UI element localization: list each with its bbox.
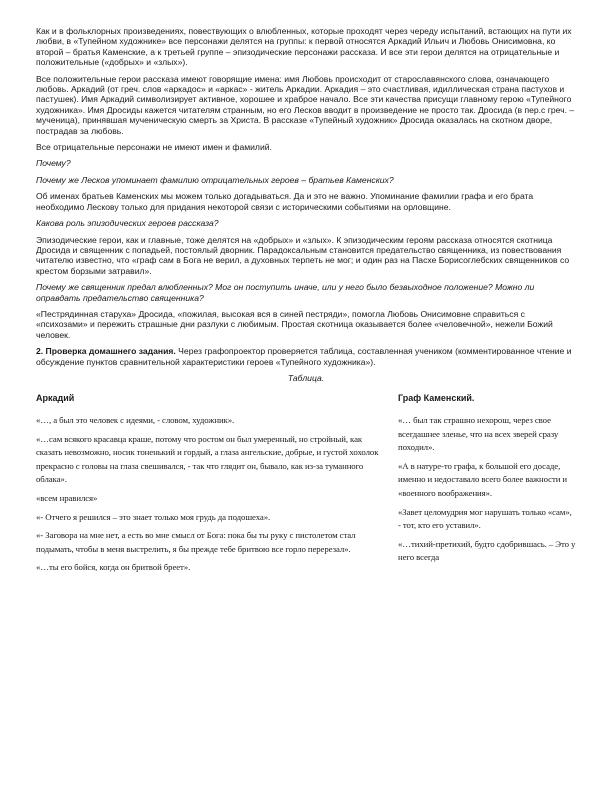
- arkadiy-quote: «…сам всякого красавца краше, потому что ростом он был умеренный, но стройный, как сказать невозможно, носик тоненький и гордый, а глаза ангельские, добрые, и густой хохолок прекрасно с головы на глаза свешивался, - так что глядит он, бывало, как из-за туманного облака».: [36, 433, 379, 485]
- table-caption: Таблица.: [287, 372, 325, 383]
- arkadiy-quote: «- Заговора на мне нет, а есть во мне смысл от Бога: пока бы ты руку с пистолетом стал подымать, чтобы в меня выстрелить, я бы прежде тебе бритвою все горло перерезал».: [36, 530, 356, 554]
- arkadiy-column: [36, 393, 380, 580]
- count-quote: «…тихий-претихий, будто сдобрившась. – Это у него всегда: [398, 538, 576, 563]
- negative-characters-paragraph: Все отрицательные персонажи не имеют имен и фамилий.: [36, 142, 272, 153]
- count-kamensky-header: Граф Каменский.: [398, 392, 475, 403]
- count-quote: «А в натуре-то графа, к большой его досаде, именно и недоставало всего более важности и «военного воображения».: [398, 460, 568, 498]
- arkadiy-quote: «- Отчего я решился – это знает только моя грудь да подошеха».: [36, 511, 271, 522]
- intro-paragraph: Как и в фольклорных произведениях, повествующих о влюбленных, которые проходят через череду испытаний, встающих на пути их любви, в «Тупейном художнике» все персонажи делятся на группы: к первой относятся Аркадий Ильич и Любовь Онисимовна, ко второй – братья Каменские, а к третьей группе – эпизодические персонажи рассказа. И все эти герои делятся на отрицательные и положительные («добрых» и «злых»).: [36, 26, 572, 68]
- names-paragraph: Все положительные герои рассказа имеют говорящие имена: имя Любовь происходит от старославянского слова, означающего любовь. Аркадий (от греч. слов «аркадос» и «аркас» - житель Аркадии. Аркадия – это счастливая, идиллическая страна пастухов и пастушек). Имя Аркадий символизирует активное, хорошее и храброе начало. Все эти качества присущи главному герою «Тупейного художника». Имя Дросиды кажется читателям странным, но его Лесков вводит в произведение не просто так. Дросида (в пер.с греч. – мученица), принявшая мученическую смерть за Христа. В рассказе «Тупейный художник» Дросида оказалась на скотном дворе, пострадав за любовь.: [36, 73, 575, 136]
- count-kamensky-column: [398, 393, 576, 570]
- kamensky-answer-paragraph: Об именах братьев Каменских мы можем только догадываться. Да и это не важно. Упоминание фамилии графа и его брата необходимо Лескову только для придания некоторой связи с историческими событиями на орловщине.: [36, 191, 534, 212]
- count-quote: «Завет целомудрия мог нарушать только «сам», - тот, кто его уставил».: [398, 506, 572, 531]
- arkadiy-header: Аркадий: [36, 392, 75, 403]
- episodic-paragraph: Эпизодические герои, как и главные, тоже делятся на «добрых» и «злых». К эпизодическим героям рассказа относятся скотница Дросида и священник с попадьей, постоялый дворник. Парадоксальным становится предательство священника, из повествования читателю известно, что «граф сам в Бога не верил, а духовных терпеть не мог; и один раз на Пасхе Борисоглебских священников со крестом борзыми затравил».: [36, 234, 570, 276]
- drosida-paragraph: «Пестрядинная старуха» Дросида, «пожилая, высокая вся в синей пестряди», помогла Любовь Онисимовне справиться с «психозами» и пережить страшные дни разлуки с любимым. Простая скотница оказывается более «человечной», нежели Божий человек.: [36, 308, 553, 340]
- question-kamensky: Почему же Лесков упоминает фамилию отрицательных героев – братьев Каменских?: [36, 174, 394, 185]
- arkadiy-quote: «…, а был это человек с идеями, - словом, художник».: [36, 414, 235, 425]
- document-page: [36, 26, 576, 678]
- homework-paragraph: [36, 346, 576, 367]
- comparison-table: [36, 393, 576, 678]
- count-quote: «… был так страшно нехорош, через свое всегдашнее зленье, что на всех зверей сразу походил».: [398, 414, 559, 453]
- homework-label: 2. Проверка домашнего задания.: [36, 346, 176, 357]
- arkadiy-quote: «…ты его бойся, когда он бритвой бреет».: [36, 562, 191, 573]
- question-priest: Почему же священник предал влюбленных? Мог он поступить иначе, или у него было безвыходное положение? Можно ли оправдать предательство священника?: [36, 282, 535, 303]
- question-episodic: Какова роль эпизодических героев рассказа?: [36, 218, 219, 229]
- question-why: Почему?: [36, 158, 71, 169]
- homework-text: Через графопроектор проверяется таблица, составленная учеником (комментированное чтение и обсуждение пунктов сравнительной характеристики героев «Тупейного художника»).: [36, 346, 572, 367]
- arkadiy-quote: «всем нравился»: [36, 492, 98, 503]
